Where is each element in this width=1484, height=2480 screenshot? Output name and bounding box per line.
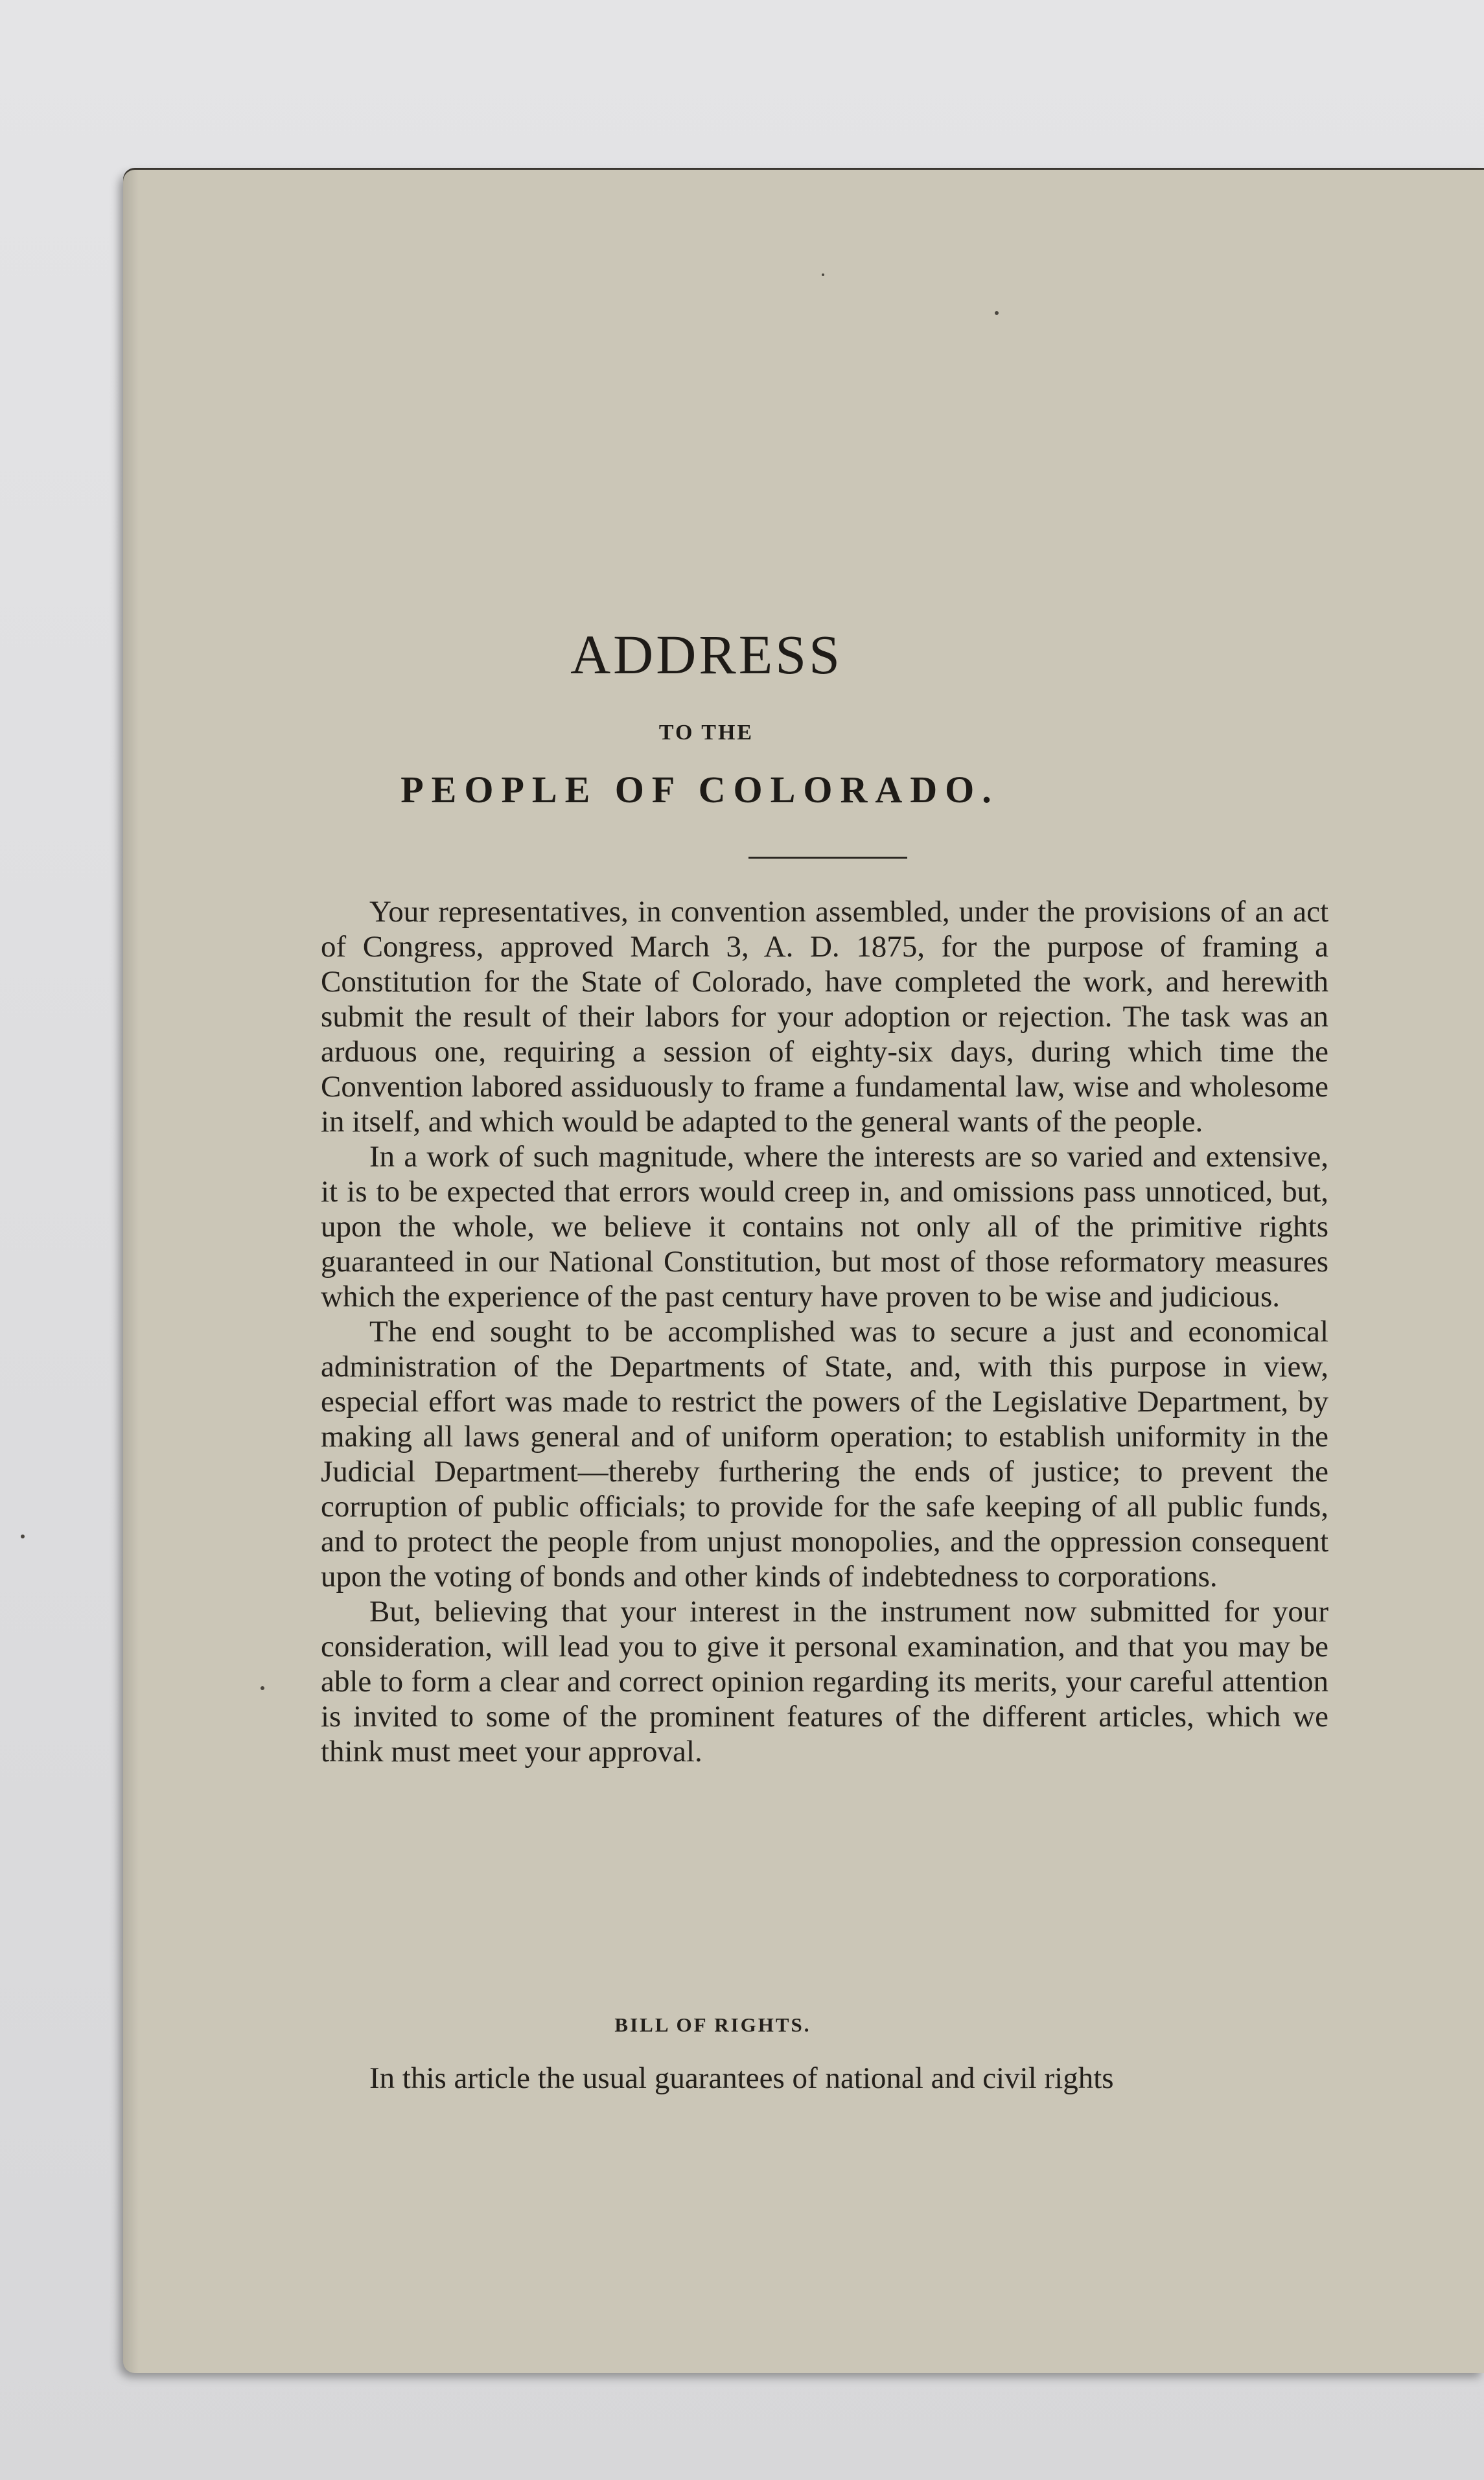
section-first-line: In this article the usual guarantees of national and civil rights — [369, 2061, 1114, 2095]
page-heading: PEOPLE OF COLORADO. — [400, 769, 999, 811]
background-speck — [21, 1535, 25, 1538]
section-heading: BILL OF RIGHTS. — [614, 2013, 811, 2036]
paper-speck — [261, 1686, 264, 1690]
paragraph: Your representatives, in convention assembled, under the provisions of an act of Congress, approved March 3, A. D. 1875, for the purpose of framing a Constitution for the State of Colorado, have completed the work, and herewith submit the result of their labors for your adoption or rejection. The task was an arduous one, requiring a session of eighty-six days, during which time the Convention labored assiduously to frame a fundamental law, wise and wholesome in itself, and which would be adapted to the general wants of the people. — [321, 895, 1328, 1139]
paragraph: But, believing that your interest in the instrument now submitted for your consideration, will lead you to give it personal examination, and that you may be able to form a clear and correct opinion regarding its merits, your careful attention is invited to some of the prominent features of the different articles, which we think must meet your approval. — [321, 1595, 1328, 1768]
address-body — [321, 894, 1328, 1769]
paper-speck — [822, 273, 824, 276]
page-title: ADDRESS — [570, 623, 842, 686]
heading-divider — [748, 857, 907, 859]
paragraph: The end sought to be accomplished was to secure a just and economical administration of the Departments of State, and, with this purpose in view, especial effort was made to restrict the powers of the Legislative Department, by making all laws general and of uniform operation; to establish uniformity in the Judicial Department—thereby furthering the ends of justice; to prevent the corruption of public officials; to provide for the safe keeping of all public funds, and to protect the people from unjust monopolies, and the oppression consequent upon the voting of bonds and other kinds of indebtedness to corporations. — [321, 1315, 1328, 1593]
page-subtitle: TO THE — [658, 721, 754, 745]
paper-speck — [995, 311, 999, 315]
paragraph: In a work of such magnitude, where the interests are so varied and extensive, it is to be expected that errors would creep in, and omissions pass unnoticed, but, upon the whole, we believe it contains not only all of the primitive rights guaranteed in our National Constitution, but most of those reformatory measures which the experience of the past century have proven to be wise and judicious. — [321, 1140, 1328, 1314]
